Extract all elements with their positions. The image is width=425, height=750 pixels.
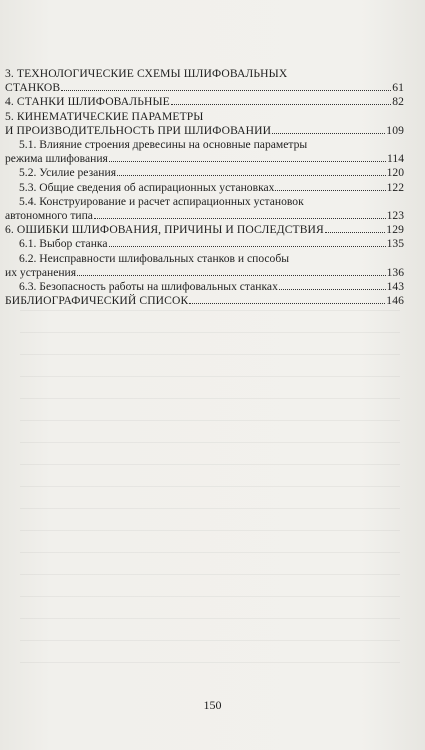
toc-entry-5-3 xyxy=(5,181,404,195)
toc-entry-title: 6. ОШИБКИ ШЛИФОВАНИЯ, ПРИЧИНЫ И ПОСЛЕДСТВИЯ xyxy=(5,223,324,237)
toc-entry-6 xyxy=(5,223,404,237)
show-through-text xyxy=(20,300,400,680)
toc-entry-title: 6.1. Выбор станка xyxy=(19,237,108,251)
toc-entry-5-4 xyxy=(5,195,404,223)
toc-page-number: 136 xyxy=(386,265,404,279)
toc-entry-title-cont: режима шлифования xyxy=(5,152,108,166)
toc-page-number: 61 xyxy=(392,81,404,95)
toc-entry-title-cont: автономного типа xyxy=(5,209,93,223)
toc-entry-5-2 xyxy=(5,166,404,180)
toc-page-number: 114 xyxy=(387,152,404,166)
toc-page-number: 82 xyxy=(392,95,404,109)
toc-entry-title: 3. ТЕХНОЛОГИЧЕСКИЕ СХЕМЫ ШЛИФОВАЛЬНЫХ xyxy=(5,67,288,80)
toc-page-number: 109 xyxy=(386,123,404,137)
toc-page-number: 135 xyxy=(386,237,404,251)
toc-entry-title: 4. СТАНКИ ШЛИФОВАЛЬНЫЕ xyxy=(5,95,170,109)
toc-entry-6-1 xyxy=(5,237,404,251)
toc-page-number: 146 xyxy=(386,294,404,308)
toc-entry-title: 6.2. Неисправности шлифовальных станков и способы xyxy=(19,251,290,265)
toc-entry-bibliography xyxy=(5,294,404,308)
toc-entry-3 xyxy=(5,67,404,95)
toc-entry-4 xyxy=(5,95,404,109)
toc-entry-title: 5.4. Конструирование и расчет аспирационных установок xyxy=(19,194,304,208)
toc-entry-title: 6.3. Безопасность работы на шлифовальных станках xyxy=(19,280,278,294)
toc-entry-5 xyxy=(5,110,404,138)
toc-entry-title: БИБЛИОГРАФИЧЕСКИЙ СПИСОК xyxy=(5,294,189,308)
page-number: 150 xyxy=(203,698,222,712)
toc-page-number: 122 xyxy=(386,180,404,194)
toc-entry-title: 5. КИНЕМАТИЧЕСКИЕ ПАРАМЕТРЫ xyxy=(5,109,204,123)
toc-entry-title-cont: И ПРОИЗВОДИТЕЛЬНОСТЬ ПРИ ШЛИФОВАНИИ xyxy=(5,123,272,137)
toc-page-number: 120 xyxy=(386,166,404,180)
toc-page-number: 123 xyxy=(386,209,404,223)
toc-entry-title: 5.2. Усилие резания xyxy=(19,166,117,180)
toc-entry-title: 5.1. Влияние строения древесины на основные параметры xyxy=(19,138,308,152)
toc-entry-6-2 xyxy=(5,252,404,280)
toc-page-number: 143 xyxy=(386,280,404,294)
toc-entry-title: 5.3. Общие сведения об аспирационных установках xyxy=(19,180,275,194)
table-of-contents xyxy=(5,67,404,308)
toc-page-number: 129 xyxy=(386,223,404,237)
toc-entry-5-1 xyxy=(5,138,404,166)
toc-entry-6-3 xyxy=(5,280,404,294)
toc-entry-title-cont: СТАНКОВ xyxy=(5,81,61,95)
toc-entry-title-cont: их устранения xyxy=(5,265,77,279)
